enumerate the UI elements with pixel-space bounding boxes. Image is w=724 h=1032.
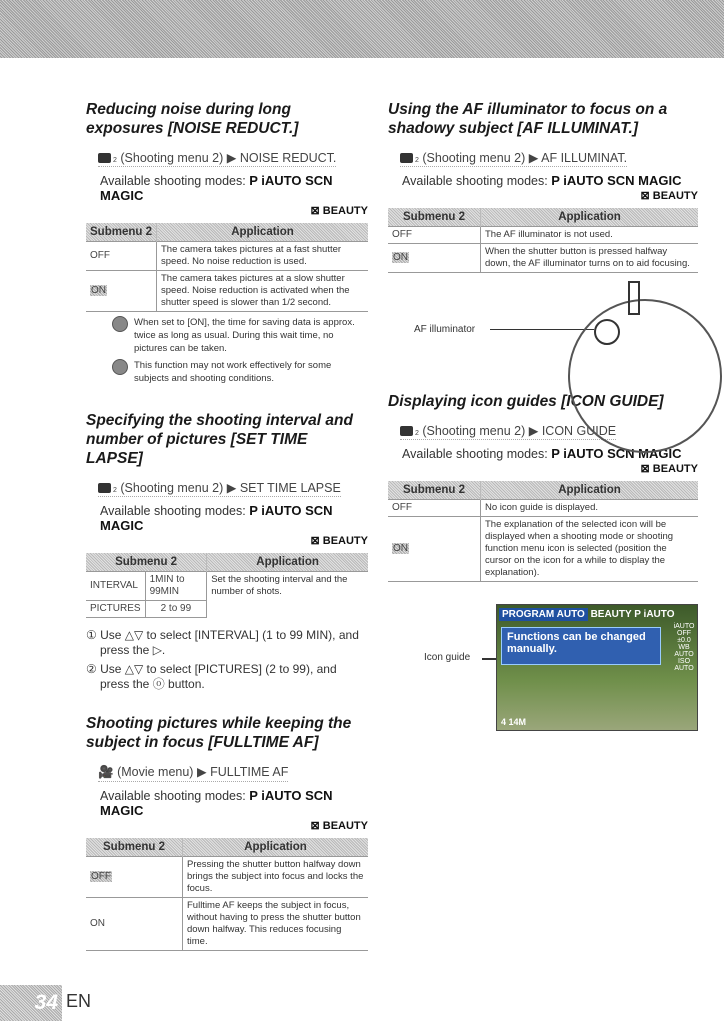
fulltime-af-title: Shooting pictures while keeping the subject in focus [FULLTIME AF] [86,715,352,751]
camera-icon [400,426,413,436]
available-modes: Available shooting modes: P iAUTO SCN MAGIC [100,503,333,533]
table-row: ON When the shutter button is pressed halfway down, the AF illuminator turns on to aid focusing. [388,244,698,273]
mode-beauty: ⊠ BEAUTY [310,535,368,547]
menu-path: 🎥 (Movie menu) ▶ FULLTIME AF [98,764,288,782]
noise-reduct-section [86,100,368,385]
menu-path: 2 (Shooting menu 2) ▶ NOISE REDUCT. [98,150,336,167]
icon-guide-label: Icon guide [424,652,471,663]
camera-icon [400,153,413,163]
icon-guide-table: Submenu 2 Application OFF No icon guide is displayed. ON The explanation of the selected icon will be displayed when a shooting mode or shooting function menu icon is selected (position the cursor on the icon for a while to display the explanation). [388,481,698,582]
step-2: ② Use △▽ to select [PICTURES] (2 to 99), and press the ⓞ button. [86,662,337,691]
mode-beauty: ⊠ BEAUTY [640,463,698,475]
movie-icon: 🎥 [98,765,114,779]
available-modes: Available shooting modes: P iAUTO SCN MAGIC [100,788,333,818]
lcd-screen [496,604,698,731]
time-lapse-title: Specifying the shooting interval and number of pictures [SET TIME LAPSE] [86,412,353,467]
screen-side-icons: iAUTO OFF ±0.0 WB AUTO ISO AUTO [673,623,695,672]
screen-mode-title: PROGRAM AUTO [499,608,588,621]
af-lamp [594,319,620,345]
menu-path: 2 (Shooting menu 2) ▶ AF ILLUMINAT. [400,150,627,167]
camera-icon [98,153,111,163]
af-illuminator-table: Submenu 2 Application OFF The AF illuminator is not used. ON When the shutter button is pressed halfway down, the AF illuminator turns on to aid focusing. [388,208,698,273]
leader-line [482,658,496,660]
caution-icon [112,359,128,375]
table-row: OFF Pressing the shutter button halfway down brings the subject into focus and locks the focus. [86,857,368,898]
noise-reduct-table: Submenu 2 Application OFF The camera takes pictures at a fast shutter speed. No noise reduction is used. ON The camera takes pictures at a slow shutter speed. Noise reduction is activated when the shutter speed is slower than 1/2 second. [86,223,368,312]
table-row: OFF The camera takes pictures at a fast shutter speed. No noise reduction is used. [86,242,368,271]
table-row: ON The camera takes pictures at a slow shutter speed. Noise reduction is activated when the shutter speed is slower than 1/2 second. [86,271,368,312]
available-modes: Available shooting modes: P iAUTO SCN MAGIC [402,446,682,461]
camera-icon [98,483,111,493]
table-row: OFF The AF illuminator is not used. [388,227,698,244]
time-lapse-section [86,411,368,692]
available-modes: Available shooting modes: P iAUTO SCN MAGIC [100,173,333,203]
camera-strap-lug [628,281,640,315]
af-illuminator-label: AF illuminator [414,324,476,335]
camera-lens [568,299,722,453]
language-label: EN [66,991,92,1011]
note: When set to [ON], the time for saving data is approx. twice as long as usual. During this wait time, no pictures can be taken. [134,316,368,355]
table-row: ON The explanation of the selected icon will be displayed when a shooting mode or shooting function menu icon is selected (position the cursor on the icon for a while to display the explanation). [388,517,698,582]
mode-beauty: ⊠ BEAUTY [310,205,368,217]
available-modes: Available shooting modes: P iAUTO SCN MAGIC [402,173,682,188]
icon-guide-title: Displaying icon guides [ICON GUIDE] [388,393,664,410]
af-illuminator-illustration [388,281,698,376]
menu-path: 2 (Shooting menu 2) ▶ ICON GUIDE [400,423,616,440]
screen-guide-message: Functions can be changed manually. [501,627,661,665]
table-row: INTERVAL 1MIN to 99MIN Set the shooting interval and the number of shots. [86,572,368,601]
table-row: PICTURES 2 to 99 [86,601,368,618]
screen-bottom-info: 4 14M [501,717,527,727]
time-lapse-table: Submenu 2 Application INTERVAL 1MIN to 99MIN Set the shooting interval and the number of shots. PICTURES 2 to 99 [86,553,368,618]
mode-beauty: ⊠ BEAUTY [640,190,698,202]
af-illuminator-title: Using the AF illuminator to focus on a shadowy subject [AF ILLUMINAT.] [388,101,668,137]
noise-reduct-title: Reducing noise during long exposures [NOISE REDUCT.] [86,101,299,137]
left-column [86,100,368,951]
menu-path: 2 (Shooting menu 2) ▶ SET TIME LAPSE [98,480,341,497]
table-row: ON Fulltime AF keeps the subject in focus, without having to press the shutter button down halfway. This reduces focusing time. [86,898,368,951]
screen-tabs: BEAUTY P iAUTO [590,609,675,620]
icon-guide-illustration [388,604,698,734]
caution-icon [112,316,128,332]
fulltime-af-table: Submenu 2 Application OFF Pressing the shutter button halfway down brings the subject into focus and locks the focus. ON Fulltime AF keeps the subject in focus, without having to press the shutter button down halfway. This reduces focusing time. [86,838,368,951]
top-banner [0,0,724,58]
fulltime-af-section [86,714,368,951]
af-illuminator-section [388,100,698,376]
page-number-badge: 34 [0,985,62,1021]
right-column [388,100,698,734]
mode-beauty: ⊠ BEAUTY [310,820,368,832]
step-1: ① Use △▽ to select [INTERVAL] (1 to 99 MIN), and press the ▷. [86,628,359,657]
leader-line [490,329,594,330]
table-row: OFF No icon guide is displayed. [388,500,698,517]
note: This function may not work effectively for some subjects and shooting conditions. [134,359,368,385]
